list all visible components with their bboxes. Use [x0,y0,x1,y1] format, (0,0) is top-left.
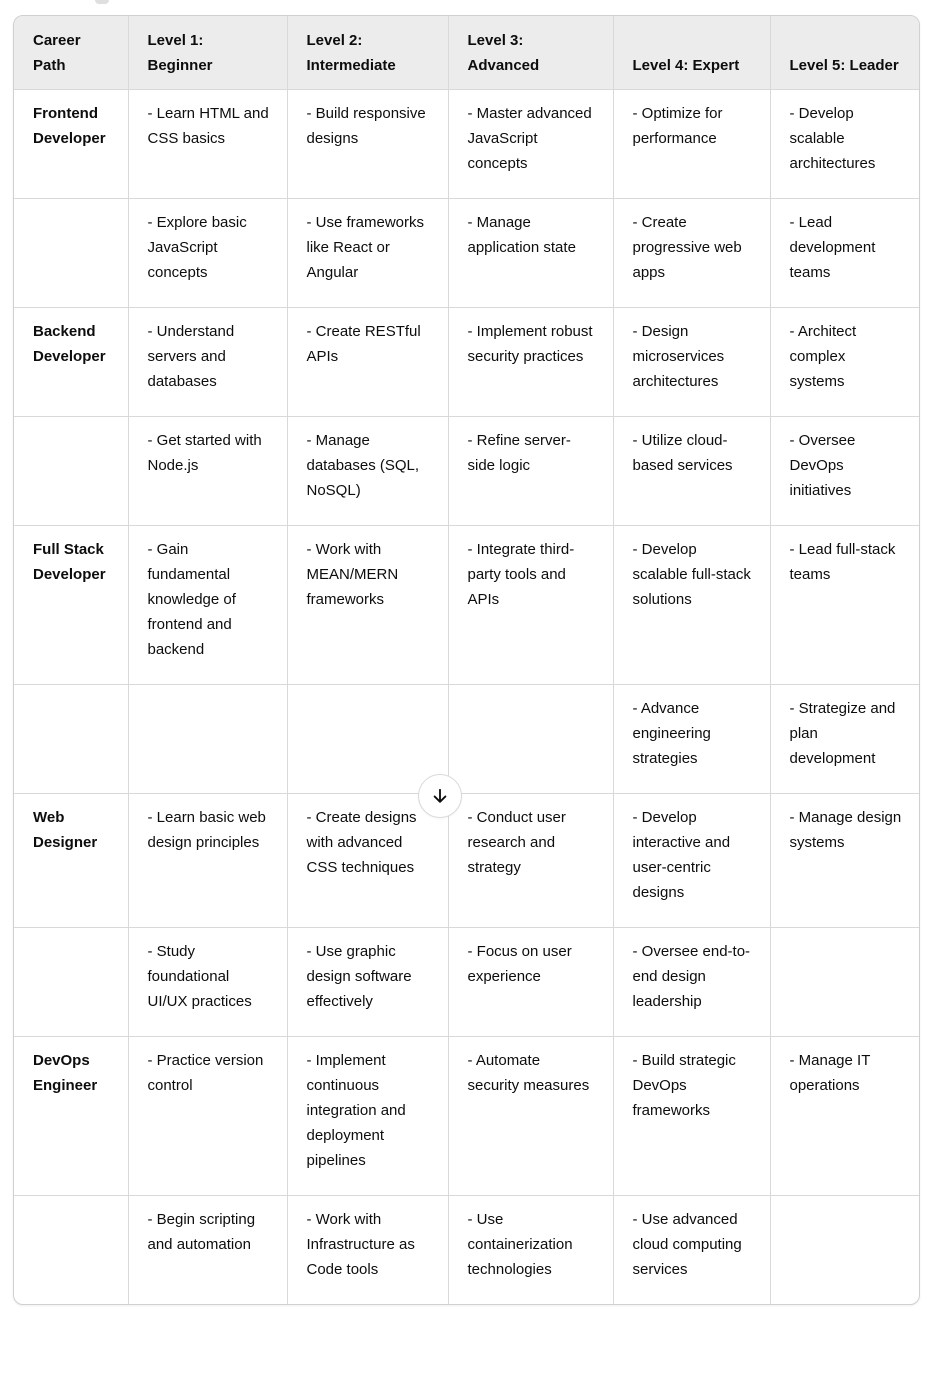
level-cell: - Utilize cloud-based services [613,417,770,526]
table-row [14,685,919,794]
level-cell: - Create RESTful APIs [287,308,448,417]
header-level-4: Level 4: Expert [613,16,770,90]
table-row [14,794,919,928]
level-cell: - Oversee DevOps initiatives [770,417,919,526]
level-cell: - Create designs with advanced CSS techniques [287,794,448,928]
table-row [14,1037,919,1196]
level-cell: - Understand servers and databases [128,308,287,417]
cropped-element-fragment [95,0,109,4]
level-cell: - Build strategic DevOps frameworks [613,1037,770,1196]
level-cell: - Design microservices architectures [613,308,770,417]
career-cell: Full Stack Developer [14,526,128,685]
level-cell: - Oversee end-to-end design leadership [613,928,770,1037]
table-row [14,526,919,685]
table-row [14,90,919,199]
level-cell: - Work with Infrastructure as Code tools [287,1196,448,1305]
header-level-3: Level 3: Advanced [448,16,613,90]
table-row [14,199,919,308]
arrow-down-icon [430,786,450,806]
career-cell: DevOps Engineer [14,1037,128,1196]
level-cell: - Use advanced cloud computing services [613,1196,770,1305]
level-cell: - Develop interactive and user-centric designs [613,794,770,928]
level-cell: - Implement robust security practices [448,308,613,417]
level-cell: - Advance engineering strategies [613,685,770,794]
level-cell [770,1196,919,1305]
header-level-1: Level 1: Beginner [128,16,287,90]
level-cell: - Focus on user experience [448,928,613,1037]
level-cell: - Develop scalable architectures [770,90,919,199]
header-career-path: Career Path [14,16,128,90]
career-levels-table [13,15,920,1305]
level-cell: - Use frameworks like React or Angular [287,199,448,308]
table-row [14,928,919,1037]
level-cell: - Lead full-stack teams [770,526,919,685]
table-row [14,417,919,526]
level-cell: - Architect complex systems [770,308,919,417]
table-row [14,1196,919,1305]
level-cell: - Get started with Node.js [128,417,287,526]
level-cell: - Create progressive web apps [613,199,770,308]
header-row [14,16,919,90]
header-level-5: Level 5: Leader [770,16,919,90]
level-cell: - Manage databases (SQL, NoSQL) [287,417,448,526]
header-level-2: Level 2: Intermediate [287,16,448,90]
level-cell: - Integrate third-party tools and APIs [448,526,613,685]
level-cell [448,685,613,794]
scroll-to-bottom-button[interactable] [418,774,462,818]
career-cell: Frontend Developer [14,90,128,199]
level-cell: - Automate security measures [448,1037,613,1196]
level-cell: - Manage application state [448,199,613,308]
level-cell: - Refine server-side logic [448,417,613,526]
career-table [14,16,919,1304]
level-cell: - Practice version control [128,1037,287,1196]
level-cell: - Build responsive designs [287,90,448,199]
level-cell: - Use graphic design software effectively [287,928,448,1037]
career-cell [14,685,128,794]
level-cell: - Use containerization technologies [448,1196,613,1305]
level-cell [287,685,448,794]
level-cell: - Manage IT operations [770,1037,919,1196]
table-body [14,90,919,1305]
level-cell: - Implement continuous integration and deployment pipelines [287,1037,448,1196]
level-cell: - Gain fundamental knowledge of frontend and backend [128,526,287,685]
level-cell: - Learn basic web design principles [128,794,287,928]
career-cell [14,1196,128,1305]
level-cell: - Explore basic JavaScript concepts [128,199,287,308]
table-row [14,308,919,417]
career-cell [14,928,128,1037]
career-cell [14,417,128,526]
career-cell: Web Designer [14,794,128,928]
level-cell: - Strategize and plan development [770,685,919,794]
level-cell [128,685,287,794]
level-cell: - Optimize for performance [613,90,770,199]
level-cell: - Develop scalable full-stack solutions [613,526,770,685]
level-cell: - Work with MEAN/MERN frameworks [287,526,448,685]
level-cell: - Master advanced JavaScript concepts [448,90,613,199]
level-cell: - Begin scripting and automation [128,1196,287,1305]
career-cell: Backend Developer [14,308,128,417]
table-header [14,16,919,90]
level-cell: - Manage design systems [770,794,919,928]
level-cell [770,928,919,1037]
level-cell: - Lead development teams [770,199,919,308]
level-cell: - Study foundational UI/UX practices [128,928,287,1037]
level-cell: - Conduct user research and strategy [448,794,613,928]
level-cell: - Learn HTML and CSS basics [128,90,287,199]
career-cell [14,199,128,308]
